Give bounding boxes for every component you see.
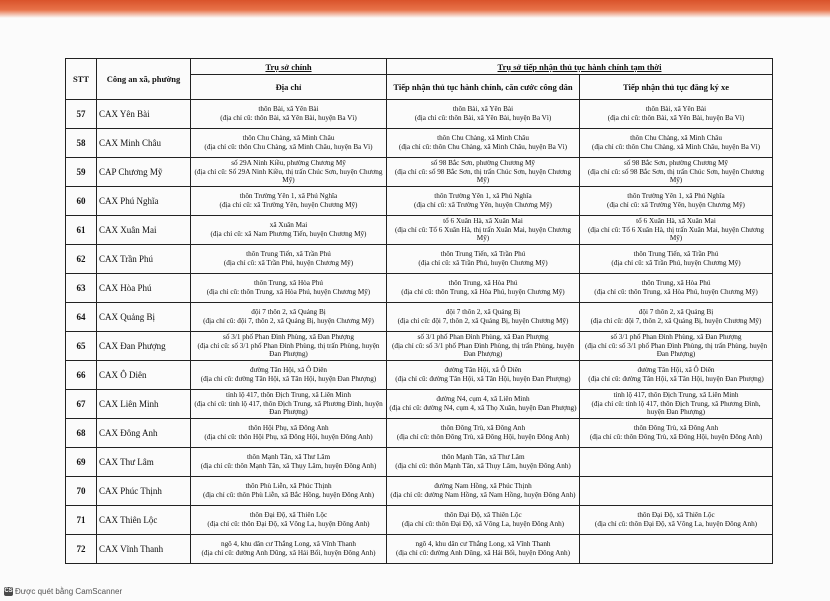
old-address-line: (địa chỉ cũ: đường Tân Hội, xã Tân Hội, huyện Đan Phượng) [395,375,571,383]
address-line: thôn Bài, xã Yên Bài [645,105,707,114]
address-line: thôn Phù Liễn, xã Phúc Thịnh [245,482,332,491]
table-row [66,216,773,245]
address-line: thôn Đông Trù, xã Đông Anh [440,424,526,433]
row-stt: 59 [66,158,97,187]
row-unit-name: CAP Chương Mỹ [97,158,191,187]
row-main-address [191,158,387,187]
row-main-address [191,361,387,390]
old-address-line: (địa chỉ cũ: đội 7, thôn 2, xã Quảng Bị, huyện Chương Mỹ) [397,317,569,325]
header-main-office: Trụ sở chính [191,59,387,75]
row-admin-address [387,158,580,187]
row-vehicle-address [580,506,773,535]
row-unit-name: CAX Phú Nghĩa [97,187,191,216]
old-address-line: (địa chỉ cũ: thôn Chu Chàng, xã Minh Châu, huyện Ba Vì) [591,143,761,151]
table-row [66,535,773,564]
address-line: thôn Bài, xã Yên Bài [258,105,319,114]
row-admin-address [387,361,580,390]
address-line: thôn Chu Chàng, xã Minh Châu [437,134,529,143]
table-row [66,100,773,129]
row-vehicle-address [580,100,773,129]
row-stt: 67 [66,390,97,419]
row-unit-name: CAX Đan Phượng [97,332,191,361]
address-line: thôn Trường Yên 1, xã Phú Nghĩa [434,192,532,201]
address-line: thôn Bài, xã Yên Bài [452,105,514,114]
old-address-line: (địa chỉ cũ: số 3/1 phố Phan Đình Phùng, thị trấn Phùng, huyện Đan Phượng) [391,341,575,359]
row-stt: 62 [66,245,97,274]
address-line: tỉnh lộ 417, thôn Địch Trung, xã Liên Minh [226,391,351,400]
row-main-address [191,332,387,361]
row-admin-address [387,216,580,245]
old-address-line: (địa chỉ cũ: tỉnh lộ 417, thôn Địch Trung, xã Phương Đình, huyện Đan Phượng) [591,399,761,417]
old-address-line: (địa chỉ cũ: Tổ 6 Xuân Hà, thị trấn Xuân Mai, huyện Chương Mỹ) [587,225,765,243]
row-admin-address [387,245,580,274]
row-unit-name: CAX Vĩnh Thanh [97,535,191,564]
address-line: số 98 Bắc Sơn, phường Chương Mỹ [430,159,536,168]
header-temp-vehicle: Tiếp nhận thủ tục đăng ký xe [580,75,773,100]
old-address-line: (địa chỉ cũ: đường Nam Hồng, xã Nam Hồng, huyện Đông Anh) [390,491,576,499]
old-address-line: (địa chỉ cũ: thôn Chu Chàng, xã Minh Châu, huyện Ba Vì) [398,143,568,151]
row-stt: 65 [66,332,97,361]
row-stt: 63 [66,274,97,303]
row-unit-name: CAX Quảng Bị [97,303,191,332]
old-address-line: (địa chỉ cũ: thôn Đại Độ, xã Võng La, huyện Đông Anh) [207,520,370,528]
table-row [66,129,773,158]
old-address-line: (địa chỉ cũ: Tổ 6 Xuân Hà, thị trấn Xuân Mai, huyện Chương Mỹ) [394,225,572,243]
table-row [66,303,773,332]
camscanner-icon: CS [4,588,13,595]
table-row [66,506,773,535]
address-line: đường N4, cụm 4, xã Liên Minh [436,395,530,404]
row-unit-name: CAX Liên Minh [97,390,191,419]
old-address-line: (địa chỉ cũ: xã Trần Phú, huyện Chương Mỹ) [418,259,548,267]
row-stt: 72 [66,535,97,564]
table-row [66,245,773,274]
row-stt: 70 [66,477,97,506]
old-address-line: (địa chỉ cũ: xã Nam Phương Tiến, huyện Chương Mỹ) [210,230,367,238]
row-admin-address [387,390,580,419]
row-main-address [191,535,387,564]
address-line: thôn Mạnh Tân, xã Thư Lâm [441,453,525,462]
old-address-line: (địa chỉ cũ: thôn Đại Độ, xã Võng La, huyện Đông Anh) [401,520,565,528]
row-vehicle-address [580,361,773,390]
row-vehicle-address [580,129,773,158]
old-address-line: (địa chỉ cũ: số 3/1 phố Phan Đình Phùng, thị trấn Phùng, huyện Đan Phượng) [584,341,768,359]
row-main-address [191,303,387,332]
row-stt: 60 [66,187,97,216]
table-row [66,187,773,216]
table-row [66,448,773,477]
header-stt: STT [66,59,97,100]
row-vehicle-address [580,274,773,303]
row-admin-address [387,274,580,303]
old-address-line: (địa chỉ cũ: xã Trường Yên, huyện Chương Mỹ) [219,201,358,209]
row-main-address [191,390,387,419]
old-address-line: (địa chỉ cũ: thôn Đông Trù, xã Đông Hội, huyện Đông Anh) [589,433,763,441]
row-vehicle-address [580,390,773,419]
old-address-line: (địa chỉ cũ: xã Trường Yên, huyện Chương Mỹ) [607,201,745,209]
row-main-address [191,274,387,303]
row-admin-address [387,419,580,448]
row-vehicle-address [580,187,773,216]
address-line: thôn Trường Yên 1, xã Phú Nghĩa [627,192,725,201]
table-row [66,361,773,390]
row-vehicle-address [580,332,773,361]
address-line: thôn Chu Chàng, xã Minh Châu [630,134,722,143]
old-address-line: (địa chỉ cũ: xã Trường Yên, huyện Chương Mỹ) [414,201,552,209]
header-name: Công an xã, phường [97,59,191,100]
row-stt: 61 [66,216,97,245]
address-line: thôn Đông Trù, xã Đông Anh [633,424,719,433]
address-line: số 3/1 phố Phan Đình Phùng, xã Đan Phượng [417,333,549,342]
address-line: thôn Đại Độ, xã Thiên Lộc [637,511,715,520]
row-unit-name: CAX Trần Phú [97,245,191,274]
address-line: số 29A Ninh Kiều, phường Chương Mỹ [231,159,346,168]
row-main-address [191,216,387,245]
address-line: thôn Trung Tiến, xã Trần Phú [246,250,331,259]
row-stt: 68 [66,419,97,448]
row-unit-name: CAX Xuân Mai [97,216,191,245]
row-admin-address [387,506,580,535]
table-row [66,274,773,303]
address-line: tỉnh lộ 417, thôn Địch Trung, xã Liên Minh [613,391,739,400]
old-address-line: (địa chỉ cũ: thôn Trung, xã Hòa Phú, huyện Chương Mỹ) [206,288,371,296]
row-unit-name: CAX Ô Diên [97,361,191,390]
old-address-line: (địa chỉ cũ: thôn Đông Trù, xã Đông Hội, huyện Đông Anh) [396,433,570,441]
row-vehicle-address [580,448,773,477]
row-stt: 69 [66,448,97,477]
row-unit-name: CAX Hòa Phú [97,274,191,303]
row-main-address [191,100,387,129]
old-address-line: (địa chỉ cũ: đội 7, thôn 2, xã Quảng Bị, huyện Chương Mỹ) [590,317,762,325]
row-vehicle-address [580,303,773,332]
old-address-line: (địa chỉ cũ: thôn Trung, xã Hòa Phú, huyện Chương Mỹ) [594,288,758,296]
old-address-line: (địa chỉ cũ: thôn Phù Liễn, xã Bắc Hồng, huyện Đông Anh) [202,491,375,499]
row-vehicle-address [580,419,773,448]
address-line: thôn Hội Phụ, xã Đông Anh [248,424,329,433]
address-line: đường Tân Hội, xã Ô Diên [444,366,522,375]
address-line: thôn Chu Chàng, xã Minh Châu [242,134,335,143]
header-temp-office: Trụ sở tiếp nhận thủ tục hành chính tạm thời [387,59,773,75]
address-line: đội 7 thôn 2, xã Quảng Bị [445,308,521,317]
row-main-address [191,419,387,448]
address-line: xã Xuân Mai [269,221,308,230]
row-stt: 57 [66,100,97,129]
address-line: số 3/1 phố Phan Đình Phùng, xã Đan Phượng [223,333,354,342]
row-admin-address [387,535,580,564]
old-address-line: (địa chỉ cũ: đường Tân Hội, xã Tân Hội, huyện Đan Phượng) [200,375,377,383]
row-admin-address [387,448,580,477]
row-admin-address [387,100,580,129]
address-line: thôn Trung, xã Hòa Phú [254,279,323,288]
old-address-line: (địa chỉ cũ: xã Trần Phú, huyện Chương Mỹ) [223,259,354,267]
row-main-address [191,477,387,506]
row-unit-name: CAX Thiên Lộc [97,506,191,535]
row-stt: 66 [66,361,97,390]
header-temp-admin: Tiếp nhận thủ tục hành chính, căn cước công dân [387,75,580,100]
old-address-line: (địa chỉ cũ: Số 29A Ninh Kiều, thị trấn Chúc Sơn, huyện Chương Mỹ) [194,167,383,185]
row-vehicle-address [580,245,773,274]
table-row [66,158,773,187]
police-office-table [65,58,773,564]
address-line: thôn Trung, xã Hòa Phú [448,279,518,288]
old-address-line: (địa chỉ cũ: đội 7, thôn 2, xã Quảng Bị, huyện Chương Mỹ) [203,317,374,325]
row-unit-name: CAX Minh Châu [97,129,191,158]
address-line: tổ 6 Xuân Hà, xã Xuân Mai [443,217,523,226]
old-address-line: (địa chỉ cũ: đường Anh Dũng, xã Hải Bối, huyện Đông Anh) [396,549,570,557]
address-line: thôn Trung Tiến, xã Trần Phú [440,250,526,259]
row-stt: 71 [66,506,97,535]
address-line: đội 7 thôn 2, xã Quảng Bị [638,308,714,317]
old-address-line: (địa chỉ cũ: đường Anh Dũng, xã Hải Bối, huyện Đông Anh) [201,549,376,557]
old-address-line: (địa chỉ cũ: số 98 Bắc Sơn, thị trấn Chúc Sơn, huyện Chương Mỹ) [587,167,765,185]
address-line: thôn Trung Tiến, xã Trần Phú [633,250,719,259]
row-main-address [191,506,387,535]
old-address-line: (địa chỉ cũ: thôn Trung, xã Hòa Phú, huyện Chương Mỹ) [401,288,565,296]
address-line: đường Nam Hồng, xã Phúc Thịnh [434,482,532,491]
old-address-line: (địa chỉ cũ: đường Tân Hội, xã Tân Hội, huyện Đan Phượng) [588,375,764,383]
table-row [66,477,773,506]
old-address-line: (địa chỉ cũ: thôn Hội Phụ, xã Đông Hội, huyện Đông Anh) [204,433,373,441]
row-main-address [191,245,387,274]
old-address-line: (địa chỉ cũ: xã Trần Phú, huyện Chương Mỹ) [611,259,741,267]
old-address-line: (địa chỉ cũ: số 3/1 phố Phan Đình Phùng, thị trấn Phùng, huyện Đan Phượng) [197,341,380,359]
row-unit-name: CAX Đông Anh [97,419,191,448]
old-address-line: (địa chỉ cũ: đường N4, cụm 4, xã Thọ Xuân, huyện Đan Phượng) [389,404,577,412]
address-line: đội 7 thôn 2, xã Quảng Bị [251,308,326,317]
row-unit-name: CAX Yên Bài [97,100,191,129]
row-admin-address [387,332,580,361]
old-address-line: (địa chỉ cũ: thôn Bài, xã Yên Bài, huyện Ba Vì) [607,114,745,122]
scan-top-edge [0,0,830,18]
old-address-line: (địa chỉ cũ: thôn Chu Chàng, xã Minh Châu, huyện Ba Vì) [204,143,373,151]
address-line: số 98 Bắc Sơn, phường Chương Mỹ [623,159,729,168]
row-admin-address [387,303,580,332]
table-row [66,419,773,448]
address-line: ngõ 4, khu dân cư Thắng Long, xã Vĩnh Thanh [220,540,357,549]
address-line: thôn Đại Độ, xã Thiên Lộc [444,511,522,520]
address-line: tổ 6 Xuân Hà, xã Xuân Mai [636,217,716,226]
address-line: thôn Mạnh Tân, xã Thư Lâm [246,453,331,462]
old-address-line: (địa chỉ cũ: thôn Bài, xã Yên Bài, huyện Ba Vì) [220,114,357,122]
table-row [66,390,773,419]
row-vehicle-address [580,535,773,564]
row-unit-name: CAX Thư Lâm [97,448,191,477]
address-line: thôn Trường Yên 1, xã Phú Nghĩa [239,192,338,201]
row-main-address [191,448,387,477]
address-line: thôn Trung, xã Hòa Phú [641,279,711,288]
table-row [66,332,773,361]
old-address-line: (địa chỉ cũ: số 98 Bắc Sơn, thị trấn Chúc Sơn, huyện Chương Mỹ) [394,167,572,185]
row-vehicle-address [580,477,773,506]
row-stt: 64 [66,303,97,332]
address-line: số 3/1 phố Phan Đình Phùng, xã Đan Phượng [610,333,742,342]
old-address-line: (địa chỉ cũ: thôn Bài, xã Yên Bài, huyện Ba Vì) [414,114,552,122]
row-admin-address [387,477,580,506]
camscanner-footer [4,587,122,596]
old-address-line: (địa chỉ cũ: thôn Đại Độ, xã Võng La, huyện Đông Anh) [594,520,758,528]
old-address-line: (địa chỉ cũ: tỉnh lộ 417, thôn Địch Trung, xã Phương Đình, huyện Đan Phượng) [194,399,383,417]
row-vehicle-address [580,158,773,187]
address-line: đường Tân Hội, xã Ô Diên [249,366,328,375]
camscanner-text: Được quét bằng CamScanner [15,587,123,596]
row-main-address [191,187,387,216]
row-vehicle-address [580,216,773,245]
row-stt: 58 [66,129,97,158]
row-admin-address [387,187,580,216]
header-main-address: Địa chỉ [191,75,387,100]
row-admin-address [387,129,580,158]
row-main-address [191,129,387,158]
address-line: thôn Đại Độ, xã Thiên Lộc [249,511,328,520]
old-address-line: (địa chỉ cũ: thôn Mạnh Tân, xã Thụy Lâm, huyện Đông Anh) [395,462,571,470]
address-line: đường Tân Hội, xã Ô Diên [637,366,715,375]
address-line: ngõ 4, khu dân cư Thắng Long, xã Vĩnh Thanh [415,540,551,549]
old-address-line: (địa chỉ cũ: thôn Mạnh Tân, xã Thụy Lâm, huyện Đông Anh) [200,462,377,470]
row-unit-name: CAX Phúc Thịnh [97,477,191,506]
